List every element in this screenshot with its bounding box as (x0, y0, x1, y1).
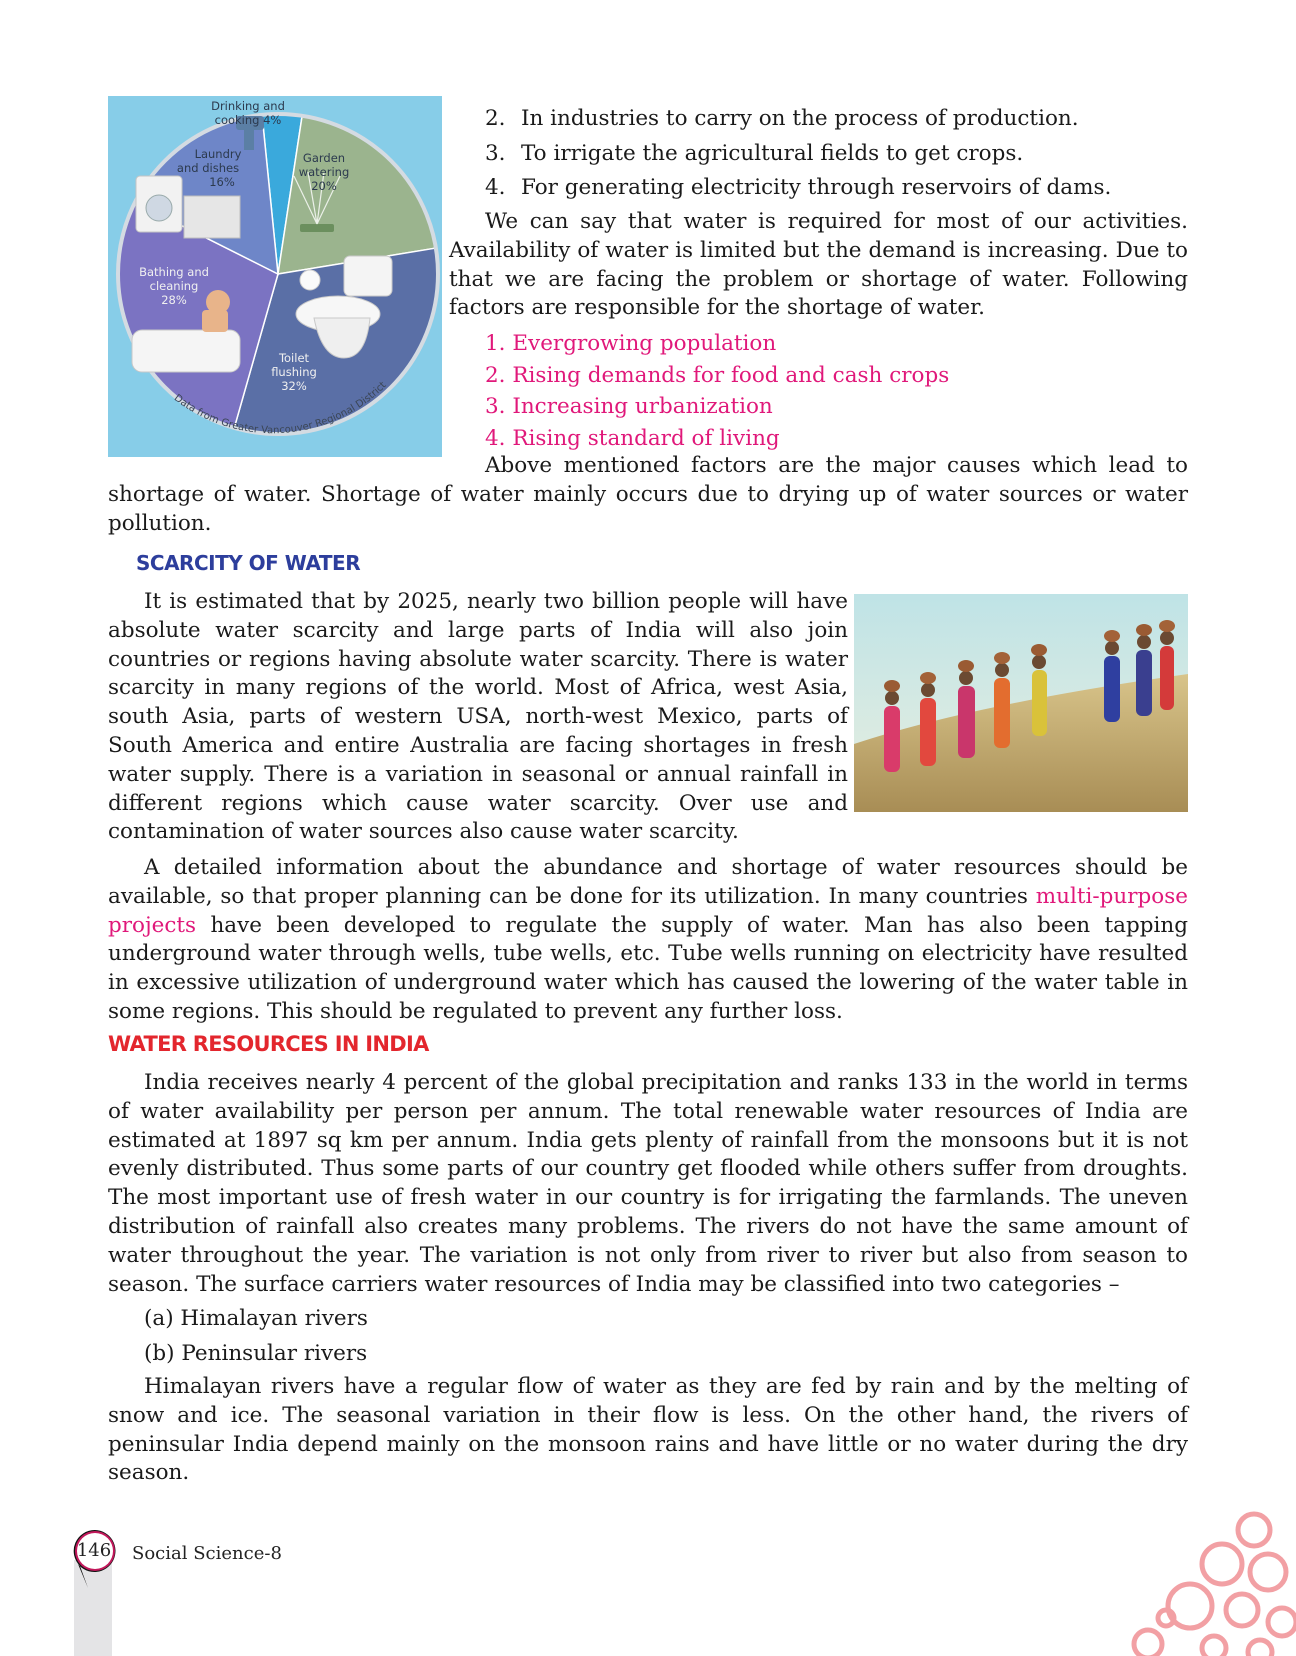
label-toilet-line2: flushing (271, 365, 317, 379)
water-uses-list (449, 102, 1189, 206)
label-toilet-line1: Toilet (278, 351, 310, 365)
women-carrying-water-photo (854, 594, 1188, 812)
label-bathing-line3: 28% (161, 293, 187, 307)
water-use-pie-chart (108, 96, 442, 457)
label-toilet-line3: 32% (281, 379, 307, 393)
heading-water-resources-india: WATER RESOURCES IN INDIA (108, 1032, 429, 1056)
list-item-text: To irrigate the agricultural fields to get crops. (521, 140, 1024, 166)
decorative-circles (1118, 1506, 1296, 1656)
paragraph-planning-part1: A detailed information about the abundance and shortage of water resources should be available, so that proper planning can be done for its utilization. In many countries (108, 855, 1188, 909)
water-use-pie-figure (108, 96, 442, 457)
page-number-badge (70, 1526, 120, 1596)
label-laundry-line3: 16% (209, 175, 235, 189)
multipurpose-projects-term: multi-purpose projects (108, 883, 1188, 938)
factor-item: 2. Rising demands for food and cash crops (485, 362, 950, 388)
paragraph-india-resources: India receives nearly 4 percent of the global precipitation and ranks 133 in the world in terms of water availability per person per annum. The total renewable water resources of India are estimated at 1897 sq km per annum. India gets plenty of rainfall from the monsoons but it is not evenly distributed. Thus some parts of our country get flooded while others suffer from droughts. The most important use of fresh water in our country is for irrigating the farmlands. The uneven distribution of rainfall also creates many problems. The rivers do not have the same amount of water throughout the year. The variation is not only from river to river but also from season to season. The surface carriers water resources of India may be classified into two categories – (108, 1070, 1188, 1297)
list-item (449, 171, 1189, 206)
label-garden-line3: 20% (311, 179, 337, 193)
paragraph-causes-text: Above mentioned factors are the major causes which lead to shortage of water. Shortage of water mainly occurs due to drying up of water sources or water pollution. (108, 453, 1188, 536)
list-item-text: For generating electricity through reservoirs of dams. (521, 175, 1112, 200)
factor-item: 1. Evergrowing population (485, 331, 777, 356)
label-drinking-line1: Drinking and (211, 99, 285, 113)
label-garden-line2: watering (298, 165, 350, 179)
page-number: 146 (76, 1540, 112, 1561)
label-garden-line1: Garden (302, 151, 346, 165)
river-categories-list (144, 1302, 368, 1371)
paragraph-demand: We can say that water is required for most of our activities. Availability of water is limited but the demand is increasing. Due to that we are facing the problem or shortage of water. Following factors are responsible for the shortage of water. (449, 209, 1188, 321)
paragraph-causes (108, 452, 1188, 538)
pie-source-text: Data from Greater Vancouver Regional District (171, 379, 389, 437)
list-item-number: 4. (485, 175, 506, 200)
paragraph-planning (108, 854, 1188, 1027)
label-bathing-line1: Bathing and (139, 265, 209, 279)
label-bathing-line2: cleaning (149, 279, 199, 293)
pie-slice-garden-watering (278, 116, 436, 274)
list-item (449, 102, 1189, 137)
river-category-item: (b) Peninsular rivers (144, 1340, 368, 1366)
list-item-number: 2. (485, 106, 506, 131)
heading-scarcity-of-water: SCARCITY OF WATER (136, 551, 361, 575)
list-item-text: In industries to carry on the process of production. (521, 106, 1079, 131)
paragraph-planning-part2: have been developed to regulate the supply of water. Man has also been tapping underground water through wells, tube wells, etc. Tube wells running on electricity have resulted in excessive utilization of underground water which has caused the lowering of the water table in some regions. This should be regulated to prevent any further loss. (108, 912, 1188, 1024)
label-laundry-line2: and dishes (176, 161, 240, 175)
paragraph-scarcity: It is estimated that by 2025, nearly two billion people will have absolute water scarcity and large parts of India will also join countries or regions having absolute water scarcity. There is water scarcity in many regions of the world. Most of Africa, west Asia, south Asia, parts of western USA, north-west Mexico, parts of South America and entire Australia are facing shortages in fresh water supply. There is a variation in seasonal or annual rainfall in different regions which cause water scarcity. Over use and contamination of water sources also cause water scarcity. (108, 589, 848, 845)
shortage-factors-list (485, 328, 1185, 454)
label-drinking-line2: cooking 4% (214, 113, 282, 127)
book-title: Social Science-8 (132, 1543, 282, 1564)
label-laundry-line1: Laundry (194, 147, 242, 161)
factor-item: 4. Rising standard of living (485, 425, 780, 451)
list-item-number: 3. (485, 140, 506, 166)
paragraph-himalayan-rivers: Himalayan rivers have a regular flow of water as they are fed by rain and by the melting of snow and ice. The seasonal variation in their flow is less. On the other hand, the rivers of peninsular India depend mainly on the monsoon rains and have little or no water during the dry season. (108, 1374, 1188, 1486)
factor-item: 3. Increasing urbanization (485, 394, 773, 420)
river-category-item: (a) Himalayan rivers (144, 1306, 368, 1331)
list-item (449, 137, 1189, 172)
